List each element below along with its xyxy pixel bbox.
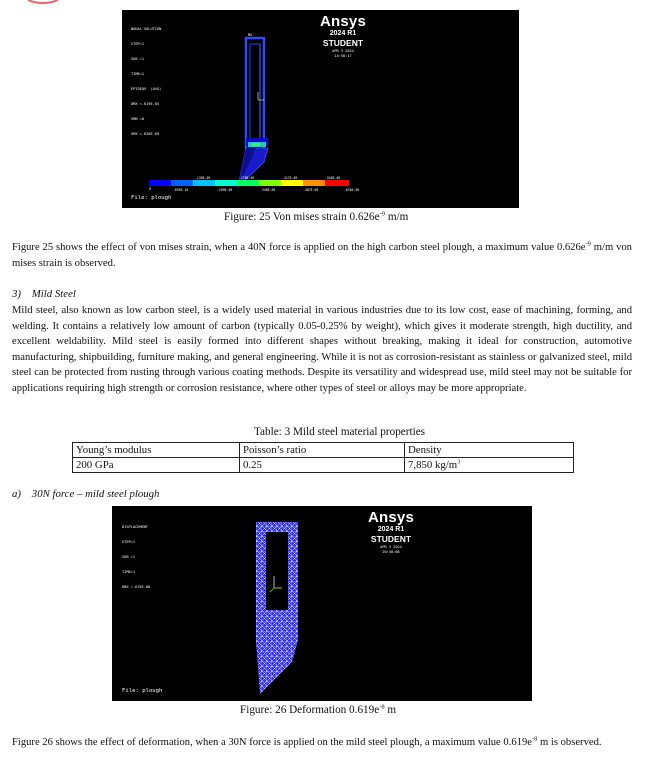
table-header-cell: Density <box>405 443 574 458</box>
info-line: DMX =.619E-08 <box>122 585 151 589</box>
legend-tick-label: .278E-09 <box>239 176 255 180</box>
info-line: TIME=1 <box>122 570 135 574</box>
legend-tick-label: .556E-09 <box>325 176 341 180</box>
table-3-title: Table: 3 Mild steel material properties <box>254 426 426 438</box>
mx-marker: MX <box>248 33 253 37</box>
time-label: 20:50:06 <box>382 550 400 554</box>
figure-25-color-legend <box>149 180 349 186</box>
legend-tick-label: .626E-09 <box>344 188 360 192</box>
figure-26-meshed-plough <box>252 516 322 698</box>
figure-26-discussion-paragraph: Figure 26 shows the effect of deformation, when a 30N force is applied on the mild steel plough, a maximum value $0.619e^{-8}$ m is observed. <box>12 735 602 748</box>
figure-25-file-label: File: plough <box>131 195 172 201</box>
time-label: 14:58:17 <box>334 54 352 58</box>
figure-25-caption: Figure: 25 Von mises strain $0.626e^{-9}$ m/m <box>224 210 409 223</box>
info-line: EPTOEQV (AVG) <box>131 87 162 91</box>
info-line: SUB =1 <box>131 57 144 61</box>
figure-25-info-block <box>131 17 161 147</box>
info-line: SMX =.626E-09 <box>131 132 160 136</box>
info-line: SUB =1 <box>122 555 135 559</box>
mild-steel-description-paragraph: Mild steel, also known as low carbon steel, is a widely used material in various industries due to its low cost, ease of machining, forming, and welding. It contains a relatively low amount of carbon (typically 0.05-0.25% by weight), which gives it moderate strength, high ductility, and excellent weldability. Mild steel is easily formed into different shapes without breaking, making it ideal for construction, automotive manufacturing, shipbuilding, furniture making, and general engineering. While it is not as corrosion-resistant as stainless or galvanized steel, mild steel can be protected from rusting through various coating methods. Despite its versatility and widespread use, mild steel may not be suitable for applications requiring high strength or corrosion resistance, where other types of steel or alloys may be more appropriate. <box>12 305 632 394</box>
figure-25-discussion-paragraph: Figure 25 shows the effect of von mises strain, when a 40N force is applied on the high carbon steel plough, a maximum value $0.626e^{-9}$ m/m von mises strain is observed. <box>12 240 632 269</box>
release-label: 2024 R1 <box>377 526 405 533</box>
figure-26-info-block <box>122 515 150 600</box>
table-header-row <box>73 443 574 458</box>
date-label: APR 3 2024 <box>332 49 354 53</box>
figure-25-plough-model <box>222 30 292 200</box>
info-line: DISPLACEMENT <box>122 525 148 529</box>
legend-tick-label: .139E-09 <box>195 176 211 180</box>
figure-25-von-mises-strain <box>122 10 519 208</box>
figure-25-ansys-logo <box>312 14 374 59</box>
student-label: STUDENT <box>322 38 364 48</box>
date-label: APR 3 2024 <box>380 545 402 549</box>
table-cell: 7,850 $kg/m^3$ <box>405 458 574 473</box>
ansys-wordmark: Ansys <box>367 509 415 526</box>
info-line: SMN =0 <box>131 117 144 121</box>
ansys-wordmark: Ansys <box>319 13 367 30</box>
section-mild-steel-heading: 3) Mild Steel <box>12 288 76 300</box>
legend-tick-label: .695E-10 <box>173 188 189 192</box>
legend-tick-label: 0 <box>149 187 151 191</box>
table-header-cell: Young’s modulus <box>73 443 240 458</box>
legend-tick-label: .209E-09 <box>217 188 233 192</box>
mild-steel-properties-table <box>72 442 574 473</box>
figure-26-file-label: File: plough <box>122 688 163 694</box>
figure-26-caption: Figure: 26 Deformation $0.619e^{-8}$ m <box>240 703 397 716</box>
info-line: STEP=1 <box>122 540 135 544</box>
release-label: 2024 R1 <box>329 30 357 37</box>
legend-tick-label: .487E-09 <box>303 188 319 192</box>
info-line: TIME=1 <box>131 72 144 76</box>
table-cell: 200 GPa <box>73 458 240 473</box>
figure-26-ansys-logo <box>360 510 422 555</box>
student-label: STUDENT <box>370 534 412 544</box>
info-line: NODAL SOLUTION <box>131 27 162 31</box>
legend-tick-label: .348E-09 <box>260 188 276 192</box>
table-cell: 0.25 <box>240 458 405 473</box>
subsection-30n-force-heading: a) 30N force – mild steel plough <box>12 488 160 500</box>
info-line: DMX =.619E-05 <box>131 102 160 106</box>
table-row <box>73 458 574 473</box>
legend-tick-label: .417E-09 <box>282 176 298 180</box>
figure-26-deformation <box>112 506 532 701</box>
info-line: STEP=1 <box>131 42 144 46</box>
table-header-cell: Poisson’s ratio <box>240 443 405 458</box>
page-corner-mark <box>28 0 58 5</box>
